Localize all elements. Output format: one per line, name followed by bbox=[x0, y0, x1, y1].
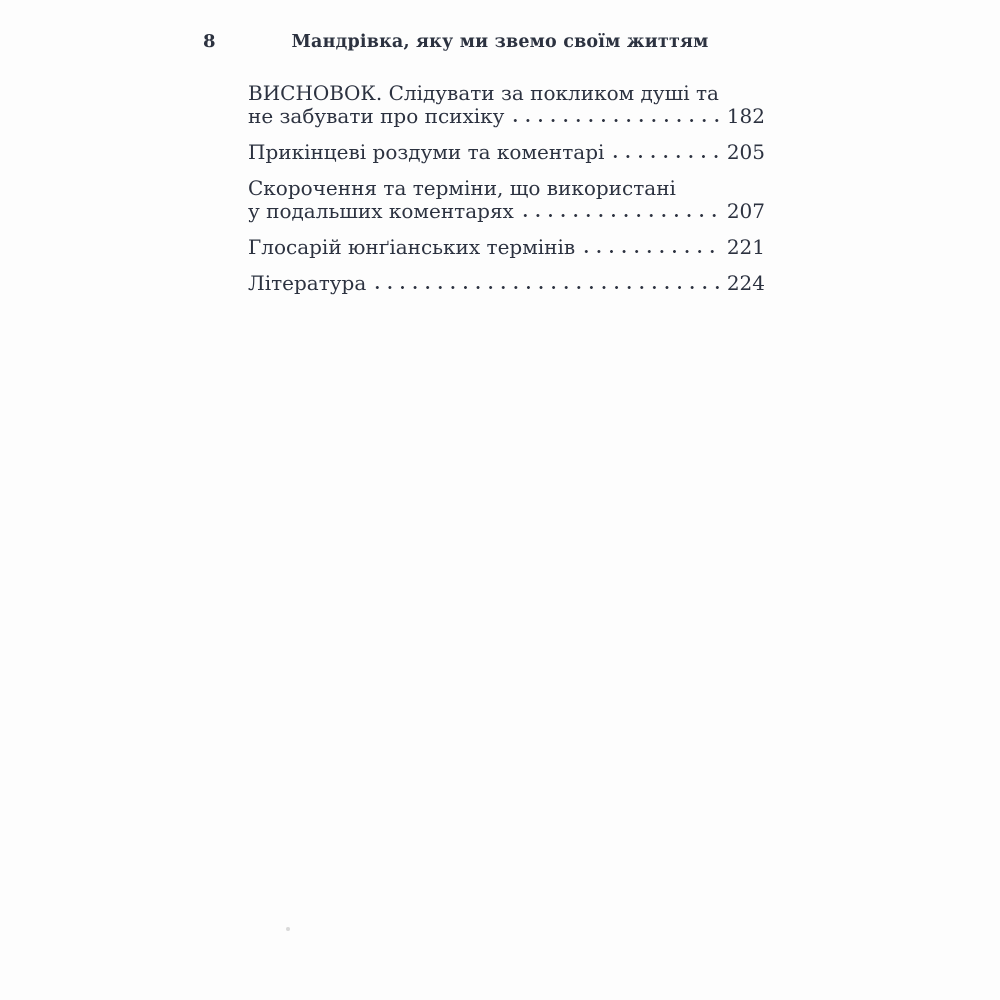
dot-leader bbox=[371, 272, 720, 295]
toc-page-number: 221 bbox=[726, 235, 765, 259]
toc-entry-title-line: Література bbox=[248, 271, 367, 295]
toc-entry bbox=[248, 82, 765, 128]
page-number: 8 bbox=[203, 31, 216, 52]
toc-page-number: 207 bbox=[726, 199, 765, 223]
toc-entry bbox=[248, 141, 765, 164]
toc-entry-leader-line bbox=[248, 200, 765, 223]
dot-leader bbox=[519, 200, 720, 223]
dot-leader bbox=[609, 141, 719, 164]
toc-entry-leader-line bbox=[248, 141, 765, 164]
toc-page-number: 205 bbox=[726, 140, 765, 164]
toc-entry-title-line: ВИСНОВОК. Слідувати за покликом душі та bbox=[248, 81, 719, 105]
page-header bbox=[0, 31, 1000, 55]
toc-entry bbox=[248, 272, 765, 295]
toc-entry-leader-line bbox=[248, 105, 765, 128]
dot-leader bbox=[509, 105, 719, 128]
toc-entry bbox=[248, 177, 765, 223]
running-head: Мандрівка, яку ми звемо своїм життям bbox=[291, 32, 709, 52]
scan-artifact bbox=[286, 927, 290, 931]
toc-entry-title-line: Скорочення та терміни, що використані bbox=[248, 176, 676, 200]
toc-entry-title-line: Прикінцеві роздуми та коментарі bbox=[248, 140, 605, 164]
toc-entry-title-line: у подальших коментарях bbox=[248, 199, 514, 223]
toc-entry bbox=[248, 236, 765, 259]
table-of-contents bbox=[248, 82, 765, 308]
toc-page-number: 182 bbox=[726, 104, 765, 128]
toc-entry-leader-line bbox=[248, 272, 765, 295]
toc-page-number: 224 bbox=[726, 271, 765, 295]
toc-entry-leader-line bbox=[248, 236, 765, 259]
toc-entry-title-line: не забувати про психіку bbox=[248, 104, 505, 128]
dot-leader bbox=[580, 236, 720, 259]
toc-entry-title-line: Глосарій юнґіанських термінів bbox=[248, 235, 576, 259]
